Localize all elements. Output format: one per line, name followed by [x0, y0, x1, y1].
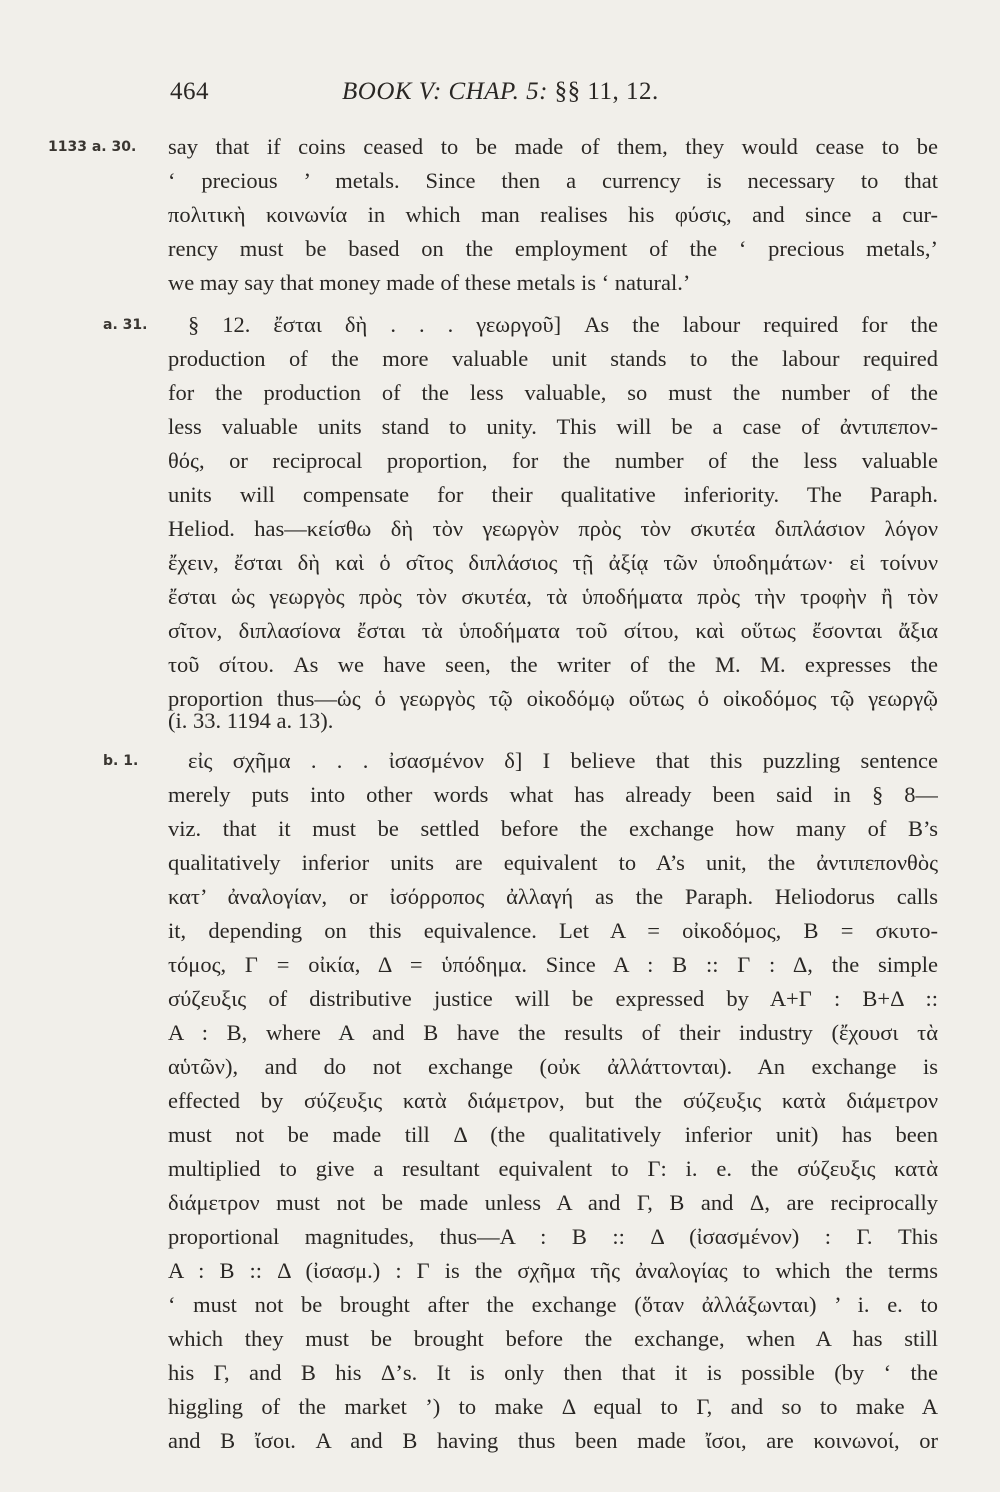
text-line: A : B :: Δ (ἰσασμ.) : Γ is the σχῆμα τῆς ἀναλογίας to which the terms	[168, 1258, 938, 1283]
text-line: units will compensate for their qualitative inferiority. The Paraph.	[168, 482, 938, 507]
text-line: § 12. ἔσται δὴ . . . γεωργοῦ] As the labour required for the	[188, 312, 938, 337]
page-number: 464	[170, 78, 209, 105]
text-line: εἰς σχῆμα . . . ἰσασμένον δ] I believe that this puzzling sentence	[188, 748, 938, 773]
running-title: BOOK V: CHAP. 5: §§ 11, 12.	[342, 78, 659, 105]
text-line: αὑτῶν), and do not exchange (οὐκ ἀλλάττονται). An exchange is	[168, 1054, 938, 1079]
text-line: which they must be brought before the exchange, when A has still	[168, 1326, 938, 1351]
text-line: viz. that it must be settled before the exchange how many of B’s	[168, 816, 938, 841]
margin-ref-3: b. 1.	[103, 753, 139, 769]
text-line: and B ἴσοι. A and B having thus been made ἴσοι, are κοινωνοί, or	[168, 1428, 938, 1453]
running-header	[168, 70, 938, 110]
text-line: for the production of the less valuable, so must the number of the	[168, 380, 938, 405]
text-line: σῖτον, διπλασίονα ἔσται τὰ ὑποδήματα τοῦ σίτου, καὶ οὕτως ἔσονται ἄξια	[168, 618, 938, 643]
text-line: qualitatively inferior units are equivalent to A’s unit, the ἀντιπεπονθὸς	[168, 850, 938, 875]
text-line: rency must be based on the employment of the ‘ precious metals,’	[168, 236, 938, 261]
margin-ref-1: 1133 a. 30.	[48, 139, 137, 155]
text-line: effected by σύζευξις κατὰ διάμετρον, but the σύζευξις κατὰ διάμετρον	[168, 1088, 938, 1113]
text-line: it, depending on this equivalence. Let A = οἰκοδόμος, B = σκυτο-	[168, 918, 938, 943]
text-line: θός, or reciprocal proportion, for the number of the less valuable	[168, 448, 938, 473]
text-line: proportion thus—ὡς ὁ γεωργὸς τῷ οἰκοδόμῳ οὕτως ὁ οἰκοδόμος τῷ γεωργῷ	[168, 686, 938, 711]
running-sections: §§ 11, 12.	[554, 78, 659, 105]
text-line: ‘ must not be brought after the exchange (ὅταν ἀλλάξωνται) ’ i. e. to	[168, 1292, 938, 1317]
text-line: (i. 33. 1194 a. 13).	[168, 708, 334, 733]
text-line: proportional magnitudes, thus—A : B :: Δ (ἰσασμένον) : Γ. This	[168, 1224, 938, 1249]
text-line: production of the more valuable unit stands to the labour required	[168, 346, 938, 371]
margin-ref-2: a. 31.	[103, 317, 148, 333]
text-line: merely puts into other words what has already been said in § 8—	[168, 782, 938, 807]
text-line: ἔσται ὡς γεωργὸς πρὸς τὸν σκυτέα, τὰ ὑποδήματα πρὸς τὴν τροφὴν ἢ τὸν	[168, 584, 938, 609]
text-line: higgling of the market ’) to make Δ equal to Γ, and so to make A	[168, 1394, 938, 1419]
text-line: σύζευξις of distributive justice will be expressed by A+Γ : B+Δ ::	[168, 986, 938, 1011]
text-line: κατ’ ἀναλογίαν, or ἰσόρροπος ἀλλαγή as the Paraph. Heliodorus calls	[168, 884, 938, 909]
text-line: τόμος, Γ = οἰκία, Δ = ὑπόδημα. Since A : B :: Γ : Δ, the simple	[168, 952, 938, 977]
text-line: διάμετρον must not be made unless A and Γ, B and Δ, are reciprocally	[168, 1190, 938, 1215]
text-line: we may say that money made of these metals is ‘ natural.’	[168, 270, 691, 295]
text-line: his Γ, and B his Δ’s. It is only then that it is possible (by ‘ the	[168, 1360, 938, 1385]
text-line: πολιτικὴ κοινωνία in which man realises his φύσις, and since a cur-	[168, 202, 938, 227]
text-line: say that if coins ceased to be made of them, they would cease to be	[168, 134, 938, 159]
text-line: less valuable units stand to unity. This will be a case of ἀντιπεπον-	[168, 414, 938, 439]
text-line: multiplied to give a resultant equivalent to Γ: i. e. the σύζευξις κατὰ	[168, 1156, 938, 1181]
text-line: A : B, where A and B have the results of their industry (ἔχουσι τὰ	[168, 1020, 938, 1045]
text-line: ἔχειν, ἔσται δὴ καὶ ὁ σῖτος διπλάσιος τῇ ἀξίᾳ τῶν ὑποδημάτων· εἰ τοίνυν	[168, 550, 938, 575]
text-line: must not be made till Δ (the qualitatively inferior unit) has been	[168, 1122, 938, 1147]
text-line: τοῦ σίτου. As we have seen, the writer of the M. M. expresses the	[168, 652, 938, 677]
text-line: ‘ precious ’ metals. Since then a currency is necessary to that	[168, 168, 938, 193]
text-line: Heliod. has—κείσθω δὴ τὸν γεωργὸν πρὸς τὸν σκυτέα διπλάσιον λόγον	[168, 516, 938, 541]
